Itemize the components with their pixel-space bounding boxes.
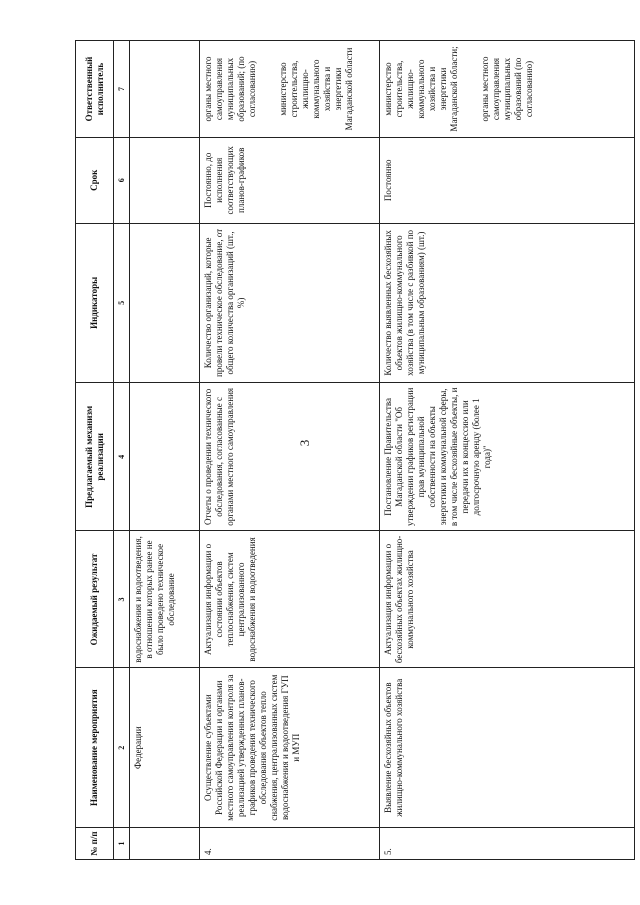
table-row: [130, 41, 200, 860]
header-term: Срок: [76, 137, 114, 223]
row-name: Осуществление субъектами Российской Федерации и органами местного самоуправления контроля за реализацией утвержденных планов-графиков проведения технического обследования объектов тепло снабжения, централизованных систем водоснабжения и водоотведения ГУП и МУП: [200, 668, 380, 828]
row-executor: [380, 41, 635, 138]
spacer: [258, 45, 278, 133]
table-row: [380, 41, 635, 860]
row-indicators: [130, 223, 200, 383]
row-executor: [200, 41, 380, 138]
row-mechanism: Постановление Правительства Магаданской области "Об утверждении графиков регистрации прав муниципальной собственности на объекты энергетики и коммунальной сферы, в том числе бесхозяйные объекты, и передачи их в концессию или долгосрочную аренду (более 1 года)": [380, 383, 635, 531]
measures-table: [75, 40, 635, 860]
row-number: 5.: [380, 828, 635, 860]
column-index: 1: [114, 828, 130, 860]
row-term: Постоянно, до исполнения соответствующих планов-графиков: [200, 137, 380, 223]
row-name: Выявление бесхозяйных объектов жилищно-коммунального хозяйства: [380, 668, 635, 828]
row-indicators: Количество выявленных бесхозяйных объектов жилищно-коммунального хозяйства (в том числе с разбивкой по муниципальным образованиям) (шт.): [380, 223, 635, 383]
executor-local-authorities: органы местного самоуправления муниципальных образований; (по согласованию): [203, 56, 257, 122]
header-result: Ожидаемый результат: [76, 531, 114, 668]
column-index: 7: [114, 41, 130, 138]
header-executor: Ответственный исполнитель: [76, 41, 114, 138]
row-number: 4.: [200, 828, 380, 860]
row-indicators: Количество организаций, которые провели техническое обследование, от общего количества организаций (шт., %): [200, 223, 380, 383]
row-name: Федерации: [130, 668, 200, 828]
executor-local-authorities: органы местного самоуправления муниципальных образований (по согласованию): [479, 56, 534, 122]
header-indicators: Индикаторы: [76, 223, 114, 383]
spacer: [460, 45, 480, 133]
row-mechanism: Отчеты о проведении технического обследования, согласованные с органами местного самоуправления: [200, 383, 380, 531]
row-executor: [130, 41, 200, 138]
row-number: [130, 828, 200, 860]
row-term: Постоянно: [380, 137, 635, 223]
column-index: 3: [114, 531, 130, 668]
executor-ministry: министерство строительства, жилищно-коммунального хозяйства и энергетики Магаданской области;: [383, 46, 459, 132]
header-row: [76, 41, 114, 860]
table-row: [200, 41, 380, 860]
rotated-page: [75, 40, 635, 860]
row-result: Актуализация информации о состоянии объектов теплоснабжения, систем централизованного водоснабжения и водоотведения: [200, 531, 380, 668]
column-index: 6: [114, 137, 130, 223]
header-num: № п/п: [76, 828, 114, 860]
row-result: водоснабжения и водоотведения, в отношении которых ранее не было проведено техническое обследование: [130, 531, 200, 668]
column-index: 4: [114, 383, 130, 531]
header-name: Наименование мероприятия: [76, 668, 114, 828]
row-term: [130, 137, 200, 223]
executor-ministry: министерство строительства, жилищно-коммунального хозяйства и энергетики Магаданской области: [277, 47, 354, 131]
column-index: 2: [114, 668, 130, 828]
row-mechanism: [130, 383, 200, 531]
column-index: 5: [114, 223, 130, 383]
row-result: Актуализация информации о бесхозяйных объектах жилищно-коммунального хозяйства: [380, 531, 635, 668]
column-index-row: [114, 41, 130, 860]
header-mechanism: Предлагаемый механизм реализации: [76, 383, 114, 531]
page-number: 3: [297, 439, 312, 447]
